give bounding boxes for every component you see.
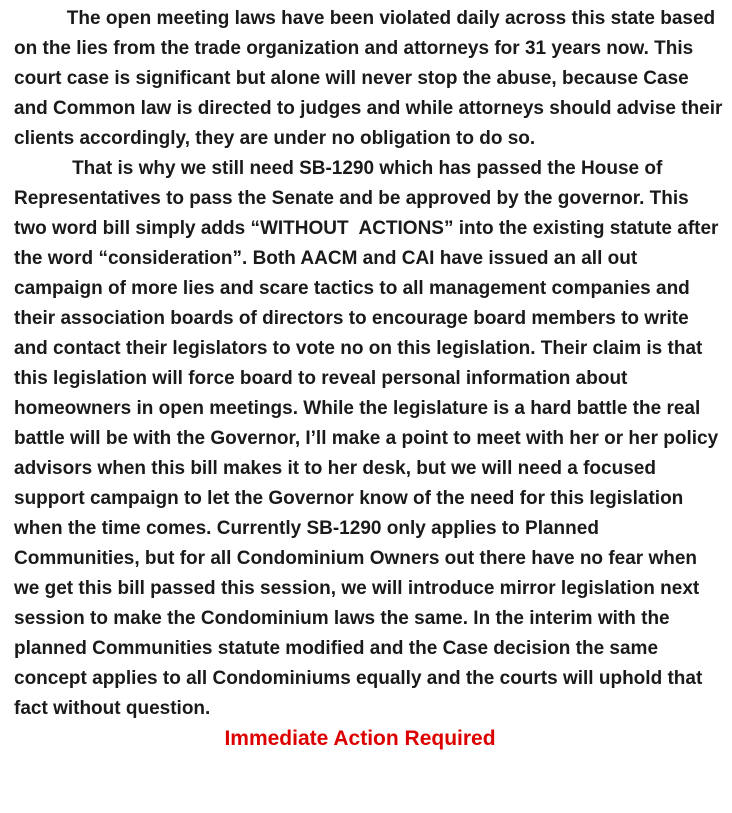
paragraph-open-meeting-laws: The open meeting laws have been violated daily across this state based on the lies from the trade organization and attorneys for 31 years now. This court case is significant but alone will never stop the abuse, because Case and Common law is directed to judges and while attorneys should advise their clients accordingly, they are under no obligation to do so. bbox=[14, 8, 728, 149]
document-body bbox=[14, 4, 726, 754]
call-to-action-heading: Immediate Action Required bbox=[224, 727, 496, 750]
paragraph-sb-1290: That is why we still need SB-1290 which has passed the House of Representatives to pass the Senate and be approved by the governor. This two word bill simply adds “WITHOUT ACTIONS” into the existing statute after the word “consideration”. Both AACM and CAI have issued an all out campaign of more lies and scare tactics to all management companies and their association boards of directors to encourage board members to write and contact their legislators to vote no on this legislation. Their claim is that this legislation will force board to reveal personal information about homeowners in open meetings. While the legislature is a hard battle the real battle will be with the Governor, I’ll make a point to meet with her or her policy advisors when this bill makes it to her desk, but we will need a focused support campaign to let the Governor know of the need for this legislation when the time comes. Currently SB-1290 only applies to Planned Communities, but for all Condominium Owners out there have no fear when we get this bill passed this session, we will introduce mirror legislation next session to make the Condominium laws the same. In the interim with the planned Communities statute modified and the Case decision the same concept applies to all Condominiums equally and the courts will uphold that fact without question. bbox=[14, 158, 724, 719]
